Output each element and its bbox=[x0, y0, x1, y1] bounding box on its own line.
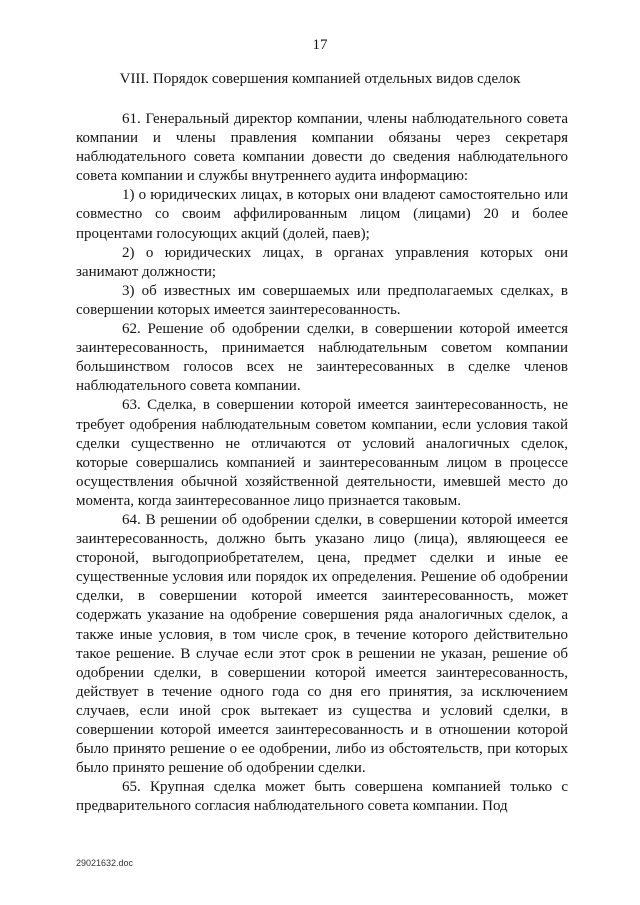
paragraph-62: 62. Решение об одобрении сделки, в совершении которой имеется заинтересованность, принимается наблюдательным советом компании большинством голосов всех не заинтересованных в сделке членов наблюдательного совета компании. bbox=[76, 321, 568, 395]
list-item-3: 3) об известных им совершаемых или предполагаемых сделках, в совершении которых имеется заинтересованность. bbox=[76, 282, 568, 318]
page-number: 17 bbox=[312, 37, 328, 53]
file-name-footer: 29021632.doc bbox=[76, 858, 134, 868]
paragraph-63: 63. Сделка, в совершении которой имеется заинтересованность, не требует одобрения наблюдательным советом компании, если условия такой сделки существенно не отличаются от условий аналогичных сделок, которые совершались компанией и заинтересованным лицом в процессе осуществления обычной хозяйственной деятельности, имевшей место до момента, когда заинтересованное лицо признается таковым. bbox=[76, 397, 568, 509]
document-body bbox=[76, 110, 568, 816]
paragraph-61: 61. Генеральный директор компании, члены наблюдательного совета компании и члены правления компании обязаны через секретаря наблюдательного совета компании довести до сведения наблюдательного совета компании и службы внутреннего аудита информацию: bbox=[76, 111, 568, 185]
list-item-1: 1) о юридических лицах, в которых они владеют самостоятельно или совместно со своим аффилированным лицом (лицами) 20 и более процентами голосующих акций (долей, паев); bbox=[76, 187, 568, 242]
paragraph-64: 64. В решении об одобрении сделки, в совершении которой имеется заинтересованность, должно быть указано лицо (лица), являющееся ее стороной, выгодоприобретателем, цена, предмет сделки и иные ее существенные условия или порядок их определения. Решение об одобрении сделки, в совершении которой имеется заинтересованность, может содержать указание на одобрение совершения ряда аналогичных сделок, а также иные условия, в том числе срок, в течение которого действительно такое решение. В случае если этот срок в решении не указан, решение об одобрении сделки, в совершении которой имеется заинтересованность, действует в течение одного года со дня его принятия, за исключением случаев, если иной срок вытекает из существа и условий сделки, в совершении которой имеется заинтересованность и в отношении которой было принято решение о ее одобрении, либо из обстоятельств, при которых было принято решение об одобрении сделки. bbox=[76, 511, 568, 777]
section-title: VIII. Порядок совершения компанией отдельных видов сделок bbox=[119, 71, 521, 87]
list-item-2: 2) о юридических лицах, в органах управления которых они занимают должности; bbox=[76, 244, 568, 280]
paragraph-65: 65. Крупная сделка может быть совершена компанией только с предварительного согласия наблюдательного совета компании. Под bbox=[76, 779, 568, 815]
